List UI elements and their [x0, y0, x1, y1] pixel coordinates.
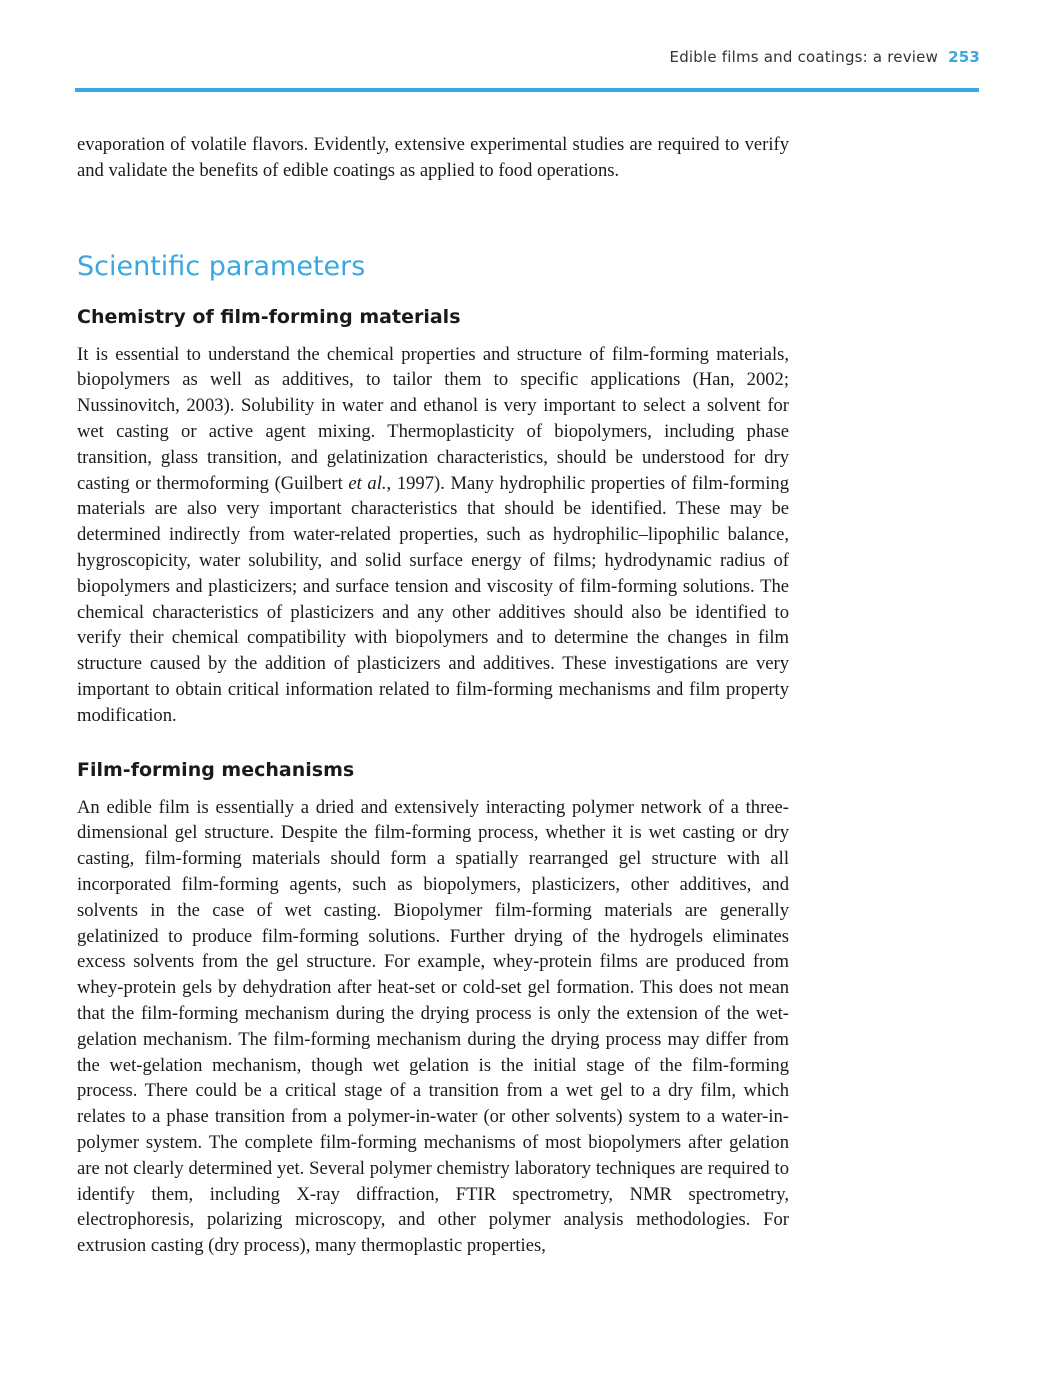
section-heading: Scientific parameters	[77, 250, 366, 282]
running-title: Edible films and coatings: a review	[669, 48, 939, 66]
subsection-heading-chemistry: Chemistry of film-forming materials	[77, 305, 461, 328]
subsection-heading-mechanisms: Film-forming mechanisms	[77, 758, 355, 781]
mechanisms-paragraph: An edible film is essentially a dried and extensively interacting polymer network of a three-dimensional gel structure. Despite the film-forming process, whether it is wet casting or dry casting, film-forming materials should form a spatially rearranged gel structure with all incorporated film-forming agents, such as biopolymers, plasticizers, other additives, and solvents in the case of wet casting. Biopolymer film-forming materials are generally gelatinized to produce film-forming solutions. Further drying of the hydrogels eliminates excess solvents from the gel structure. For example, whey-protein films are produced from whey-protein gels by dehydration after heat-set or cold-set gel formation. This does not mean that the film-forming mechanism during the drying process is only the extension of the wet-gelation mechanism. The film-forming mechanism during the drying process may differ from the wet-gelation mechanism, though wet gelation is the initial stage of the film-forming process. There could be a critical stage of a transition from a wet gel to a dry film, which relates to a phase transition from a polymer-in-water (or other solvents) system to a water-in-polymer system. The complete film-forming mechanisms of most biopolymers after gelation are not clearly determined yet. Several polymer chemistry laboratory techniques are required to identify them, including X-ray diffraction, FTIR spectrometry, NMR spectrometry, electrophoresis, polarizing microscopy, and other polymer analysis methodologies. For extrusion casting (dry process), many thermoplastic properties,	[77, 796, 789, 1257]
intro-paragraph: evaporation of volatile flavors. Evidently, extensive experimental studies are required to verify and validate the benefits of edible coatings as applied to food operations.	[77, 134, 789, 181]
chemistry-paragraph: It is essential to understand the chemical properties and structure of film-forming materials, biopolymers as well as additives, to tailor them to specific applications (Han, 2002; Nussinovitch, 2003). Solubility in water and ethanol is very important to select a solvent for wet casting or active agent mixing. Thermoplasticity of biopolymers, including phase transition, glass transition, and gelatinization characteristics, should be understood for dry casting or thermoforming (Guilbert et al., 1997). Many hydrophilic properties of film-forming materials are also very important characteristics that should be identified. These may be determined indirectly from water-related properties, such as hydrophilic–lipophilic balance, hygroscopicity, water solubility, and solid surface energy of films; hydrodynamic radius of biopolymers and plasticizers; and surface tension and viscosity of film-forming solutions. The chemical characteristics of plasticizers and any other additives should also be identified to verify their chemical compatibility with biopolymers and to determine the changes in film structure caused by the addition of plasticizers and additives. These investigations are very important to obtain critical information related to film-forming mechanisms and film property modification.	[77, 343, 789, 726]
header-rule	[75, 88, 979, 92]
page-number: 253	[948, 48, 980, 66]
running-head	[670, 48, 980, 66]
citation-et-al: et al.	[348, 472, 387, 494]
page-body	[77, 132, 789, 1259]
